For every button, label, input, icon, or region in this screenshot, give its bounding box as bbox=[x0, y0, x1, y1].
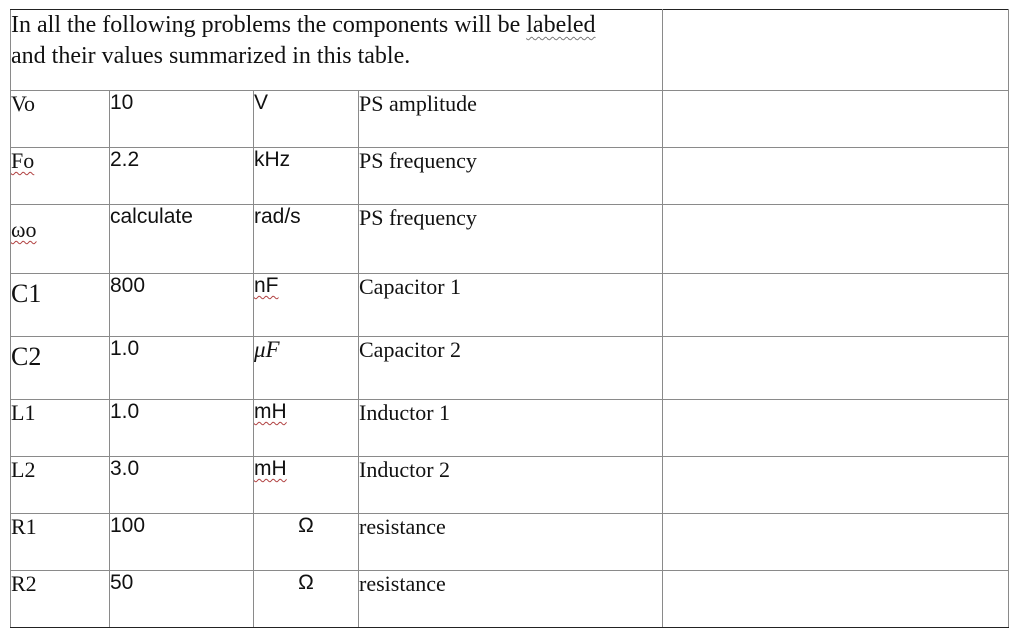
unit-cell bbox=[254, 457, 359, 514]
value-cell: 50 bbox=[110, 571, 254, 628]
intro-empty-cell bbox=[663, 10, 1009, 91]
intro-row bbox=[11, 10, 1009, 91]
unit-cell bbox=[254, 400, 359, 457]
empty-cell bbox=[663, 91, 1009, 148]
unit-cell: μF bbox=[254, 337, 359, 400]
table-row bbox=[11, 400, 1009, 457]
symbol-text: ωo bbox=[11, 217, 37, 242]
symbol-cell bbox=[11, 148, 110, 205]
table-row bbox=[11, 337, 1009, 400]
unit-cell: kHz bbox=[254, 148, 359, 205]
description-cell: Inductor 2 bbox=[359, 457, 663, 514]
symbol-cell: C1 bbox=[11, 274, 110, 337]
empty-cell bbox=[663, 571, 1009, 628]
value-cell: 1.0 bbox=[110, 400, 254, 457]
description-cell: Capacitor 1 bbox=[359, 274, 663, 337]
symbol-cell: R2 bbox=[11, 571, 110, 628]
empty-cell bbox=[663, 457, 1009, 514]
component-table-container bbox=[10, 9, 1008, 601]
empty-cell bbox=[663, 400, 1009, 457]
intro-cell bbox=[11, 10, 663, 91]
symbol-text: Fo bbox=[11, 148, 35, 173]
table-row bbox=[11, 274, 1009, 337]
value-cell: 3.0 bbox=[110, 457, 254, 514]
description-cell: PS amplitude bbox=[359, 91, 663, 148]
description-cell: Capacitor 2 bbox=[359, 337, 663, 400]
symbol-cell: Vo bbox=[11, 91, 110, 148]
unit-text: mH bbox=[254, 457, 287, 480]
empty-cell bbox=[663, 337, 1009, 400]
empty-cell bbox=[663, 274, 1009, 337]
unit-cell: Ω bbox=[254, 514, 359, 571]
value-cell: calculate bbox=[110, 205, 254, 274]
table-row bbox=[11, 91, 1009, 148]
unit-cell: rad/s bbox=[254, 205, 359, 274]
description-cell: resistance bbox=[359, 514, 663, 571]
intro-text-line2: and their values summarized in this table. bbox=[11, 43, 411, 69]
unit-cell: V bbox=[254, 91, 359, 148]
description-cell: PS frequency bbox=[359, 148, 663, 205]
empty-cell bbox=[663, 514, 1009, 571]
empty-cell bbox=[663, 148, 1009, 205]
table-row bbox=[11, 205, 1009, 274]
intro-text-line1: In all the following problems the components will be bbox=[11, 12, 527, 38]
symbol-cell: R1 bbox=[11, 514, 110, 571]
value-cell: 100 bbox=[110, 514, 254, 571]
unit-cell bbox=[254, 274, 359, 337]
description-cell: PS frequency bbox=[359, 205, 663, 274]
table-row bbox=[11, 457, 1009, 514]
value-cell: 1.0 bbox=[110, 337, 254, 400]
symbol-cell: L1 bbox=[11, 400, 110, 457]
symbol-cell: L2 bbox=[11, 457, 110, 514]
symbol-cell: C2 bbox=[11, 337, 110, 400]
value-cell: 800 bbox=[110, 274, 254, 337]
value-cell: 10 bbox=[110, 91, 254, 148]
description-cell: resistance bbox=[359, 571, 663, 628]
unit-text: mH bbox=[254, 400, 287, 423]
empty-cell bbox=[663, 205, 1009, 274]
component-table bbox=[10, 9, 1009, 628]
table-row bbox=[11, 514, 1009, 571]
table-row bbox=[11, 571, 1009, 628]
description-cell: Inductor 1 bbox=[359, 400, 663, 457]
unit-text: nF bbox=[254, 274, 279, 297]
symbol-cell bbox=[11, 205, 110, 274]
value-cell: 2.2 bbox=[110, 148, 254, 205]
table-row bbox=[11, 148, 1009, 205]
unit-cell: Ω bbox=[254, 571, 359, 628]
intro-text-labeled: labeled bbox=[526, 12, 596, 38]
